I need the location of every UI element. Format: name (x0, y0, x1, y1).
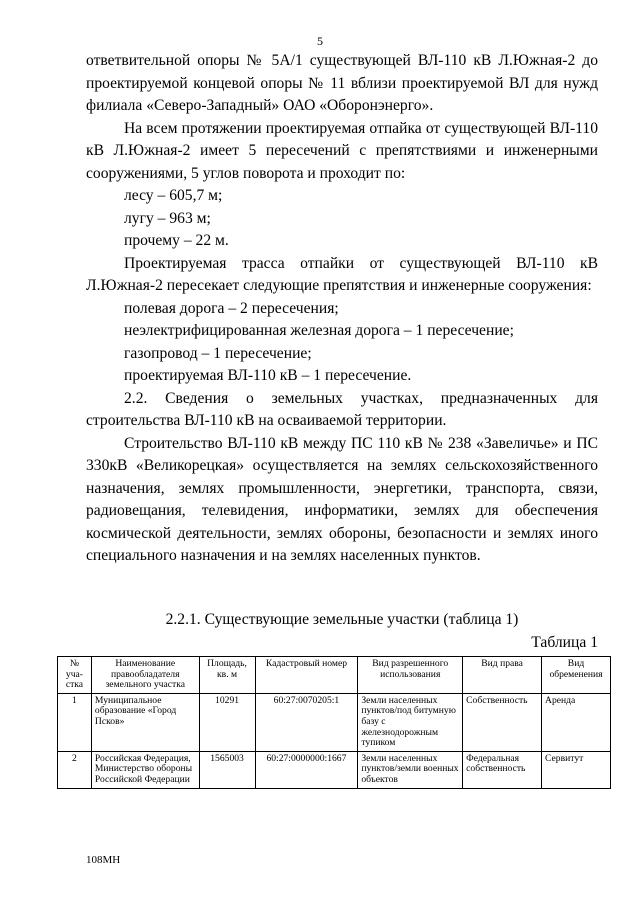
list-item-power-line: проектируемая ВЛ-110 кВ – 1 пересечение. (124, 367, 412, 384)
table-header-row (58, 657, 611, 694)
cell-plot-number: 1 (58, 693, 92, 751)
subsection-title: 2.2.1. Существующие земельные участки (таблица 1) (165, 611, 519, 628)
paragraph-construction-lands: Строительство ВЛ-110 кВ между ПС 110 кВ № 238 «Завеличье» и ПС 330кВ «Великорецкая» осуществляется на землях сельскохозяйственного назначения, землях промышленности, энергетики, транспорта, связи, радиовещания, телевидения, информатики, землях для обеспечения космической деятельности, землях обороны, безопасности и землях иного специального назначения и на землях населенных пунктов. (86, 434, 598, 564)
document-code: 108МН (86, 854, 121, 866)
table-row (58, 693, 611, 751)
cell-right-type: Федеральная собственность (463, 751, 542, 788)
header-owner: Наименование правообладателя земельного участка (91, 657, 199, 694)
header-permitted-use: Вид разрешенного использования (358, 657, 463, 694)
cell-cadastral-number: 60:27:0000000:1667 (255, 751, 358, 788)
list-item-field-road: полевая дорога – 2 пересечения; (124, 299, 339, 317)
list-item-gas-pipeline: газопровод – 1 пересечение; (124, 344, 312, 362)
cell-area: 1565003 (199, 751, 255, 788)
land-plots-table (57, 656, 611, 789)
table-label: Таблица 1 (531, 634, 598, 651)
list-item-other: прочему – 22 м. (124, 232, 229, 249)
page-number: 5 (317, 34, 323, 48)
paragraph-obstacles-intro: Проектируемая трасса отпайки от существующей ВЛ-110 кВ Л.Южная-2 пересекает следующие препятствия и инженерные сооружения: (86, 254, 598, 294)
paragraph-crossings-intro: На всем протяжении проектируемая отпайка от существующей ВЛ-110 кВ Л.Южная-2 имеет 5 пересечений с препятствиями и инженерными сооружениями, 5 углов поворота и проходит по: (86, 119, 598, 182)
header-encumbrance: Вид обременения (542, 657, 611, 694)
header-area: Площадь, кв. м (199, 657, 255, 694)
paragraph-continuation: ответвительной опоры № 5А/1 существующей ВЛ-110 кВ Л.Южная-2 до проектируемой концевой опоры № 11 вблизи проектируемой ВЛ для нужд филиала «Северо-Западный» ОАО «Оборонэнерго». (86, 52, 598, 114)
cell-owner: Муниципальное образование «Город Псков» (91, 693, 199, 751)
header-cadastral-number: Кадастровый номер (255, 657, 358, 694)
header-plot-number: № уча-стка (58, 657, 92, 694)
body-text (86, 50, 598, 568)
section-heading-land-plots: 2.2. Сведения о земельных участках, предназначенных для строительства ВЛ-110 кВ на осваиваемой территории. (86, 389, 598, 429)
cell-permitted-use: Земли населенных пунктов/земли военных объектов (358, 751, 463, 788)
cell-encumbrance: Аренда (542, 693, 611, 751)
header-right-type: Вид права (463, 657, 542, 694)
table-row (58, 751, 611, 788)
list-item-forest: лесу – 605,7 м; (124, 187, 223, 204)
cell-permitted-use: Земли населенных пунктов/под битумную базу с железнодорожным тупиком (358, 693, 463, 751)
list-item-meadow: лугу – 963 м; (124, 209, 211, 227)
cell-area: 10291 (199, 693, 255, 751)
cell-cadastral-number: 60:27:0070205:1 (255, 693, 358, 751)
cell-right-type: Собственность (463, 693, 542, 751)
cell-owner: Российская Федерация, Министерство обороны Российской Федерации (91, 751, 199, 788)
cell-plot-number: 2 (58, 751, 92, 788)
list-item-railway: неэлектрифицированная железная дорога – 1 пересечение; (124, 322, 514, 339)
cell-encumbrance: Сервитут (542, 751, 611, 788)
